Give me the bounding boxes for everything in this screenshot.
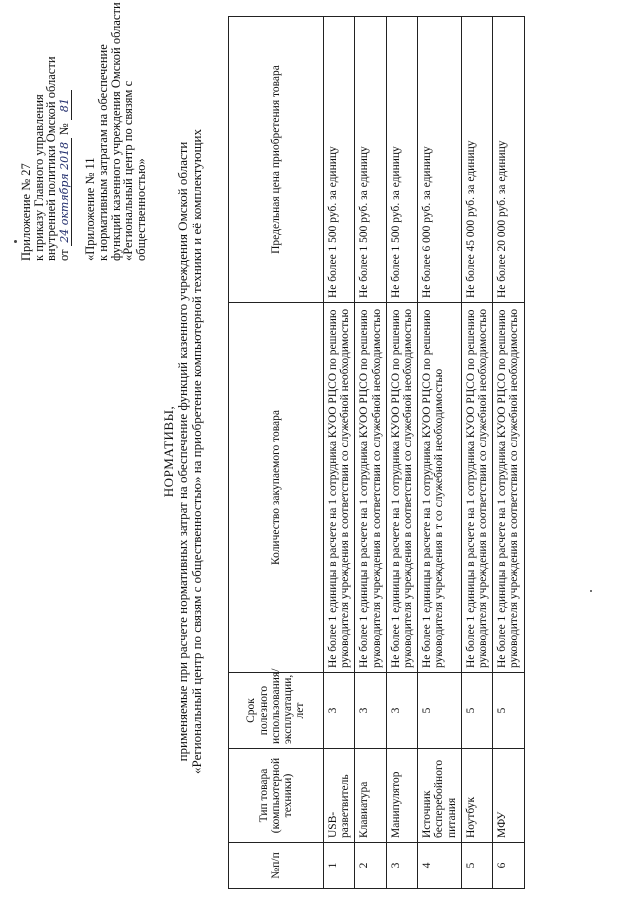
table-row [386,17,417,889]
annex-title: Приложение № 27 [19,163,33,261]
cell-qty: Не более 1 единицы в расчете на 1 сотрудника КУОО РЦСО по решению руководителя учреждения в соответствии со служебной необходимостью [386,303,417,673]
cell-life: 5 [418,673,462,749]
table-row [355,17,386,889]
table-header-row [229,17,324,889]
cell-price: Не более 6 000 руб. за единицу [418,17,462,303]
cell-num: 6 [493,843,524,889]
handwritten-number: 81 [59,90,73,120]
title-subtitle-2: «Региональный центр по связям с общественностью» на приобретение компьютерной техники и её комплектующих [188,129,204,774]
cell-num: 2 [355,843,386,889]
cell-num: 4 [418,843,462,889]
date-prefix: от [56,249,71,261]
cell-type: USB-разветвитель [324,749,355,843]
cell-price: Не более 45 000 руб. за единицу [461,17,492,303]
cell-qty: Не более 1 единицы в расчете на 1 сотрудника КУОО РЦСО по решению руководителя учреждения в т со служебной необходимостью [418,303,462,673]
cell-life: 3 [386,673,417,749]
cell-price: Не более 1 500 руб. за единицу [386,17,417,303]
annex11-line-4: «Региональный центр по связям с [121,80,136,261]
cell-num: 3 [386,843,417,889]
handwritten-date: 24 октября 2018 [59,138,73,246]
cell-life: 5 [461,673,492,749]
annex11-line-3: функций казенного учреждения Омской области [108,2,123,261]
annex11-line-2: к нормативным затратам на обеспечение [95,44,110,261]
annex-order-line: к приказу Главного управления [31,94,46,261]
annex-department-line: внутренней политики Омской области [44,56,59,261]
cell-life: 5 [493,673,524,749]
header-price: Предельная цена приобретения товара [229,17,324,303]
table-row [461,17,492,889]
cell-life: 3 [324,673,355,749]
cell-qty: Не более 1 единицы в расчете на 1 сотрудника КУОО РЦСО по решению руководителя учреждения в соответствии со служебной необходимостью [493,303,524,673]
table-row [418,17,462,889]
cell-price: Не более 1 500 руб. за единицу [324,17,355,303]
header-type: Тип товара (компьютерной техники) [229,749,324,843]
number-prefix: № [56,123,71,136]
cell-price: Не более 20 000 руб. за единицу [493,17,524,303]
cell-type: Клавиатура [355,749,386,843]
header-qty: Количество закупаемого товара [229,303,324,673]
cell-qty: Не более 1 единицы в расчете на 1 сотрудника КУОО РЦСО по решению руководителя учреждения в соответствии со служебной необходимостью [461,303,492,673]
annex11-line-5: общественностью» [133,158,148,261]
document-title [162,0,203,903]
norms-table [228,16,525,889]
cell-price: Не более 1 500 руб. за единицу [355,17,386,303]
table-row [493,17,524,889]
header-life: Срок полезного использования/ эксплуатации, лет [229,673,324,749]
cell-num: 1 [324,843,355,889]
cell-num: 5 [461,843,492,889]
cell-life: 3 [355,673,386,749]
cell-type: Источник бесперебойного питания [418,749,462,843]
cell-type: МФУ [493,749,524,843]
cell-qty: Не более 1 единицы в расчете на 1 сотрудника КУОО РЦСО по решению руководителя учреждения в соответствии со служебной необходимостью [324,303,355,673]
title-subtitle-1: применяемые при расчете нормативных затрат на обеспечение функций казенного учреждения Омской области [175,141,191,762]
annex-date-line [58,11,73,261]
cell-type: Ноутбук [461,749,492,843]
table-row [324,17,355,889]
cell-type: Манипулятор [386,749,417,843]
annex11-title: «Приложение № 11 [83,157,98,261]
annex-header [19,2,148,261]
header-num: №п/п [229,843,324,889]
title-main: НОРМАТИВЫ, [161,405,176,498]
cell-qty: Не более 1 единицы в расчете на 1 сотрудника КУОО РЦСО по решению руководителя учреждения в соответствии со служебной необходимостью [355,303,386,673]
